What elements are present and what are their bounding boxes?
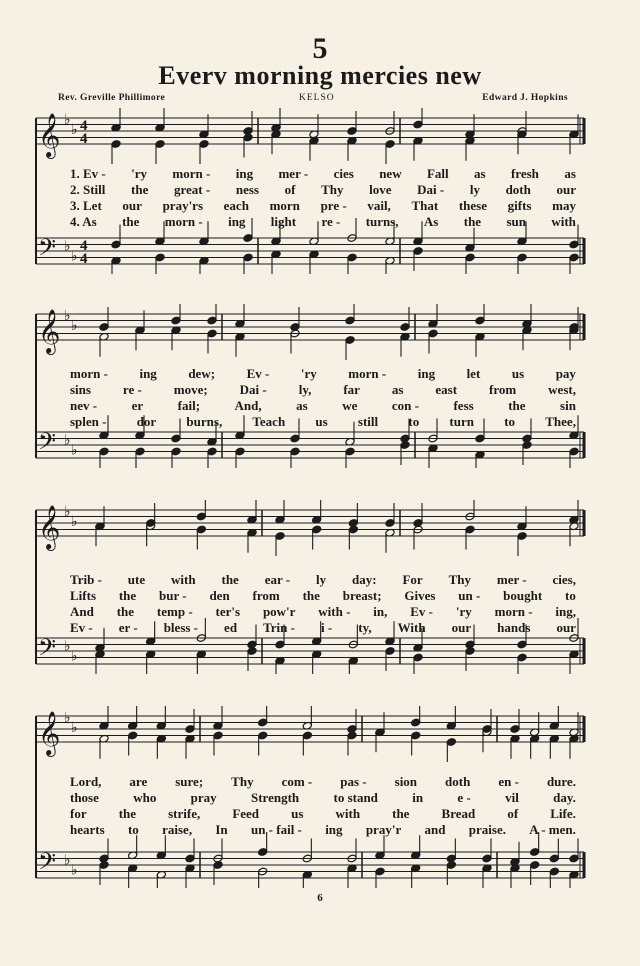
lyric-syllable: ly [469,182,480,197]
lyric-syllable: As [423,214,439,229]
lyric-syllable: Feed [232,806,260,821]
lyric-line [70,166,576,182]
lyric-syllable: er - [118,620,138,635]
lyric-syllable: breast; [342,588,382,603]
lyric-syllable: morn - [164,214,203,229]
lyric-syllable: ly, [298,382,312,397]
lyric-syllable: and [424,822,446,837]
lyric-syllable: Thy [321,182,344,197]
lyric-syllable: mer - [496,572,527,587]
lyric-syllable: morn - [348,366,387,381]
lyric-syllable: Gives [404,588,436,603]
lyric-syllable: pay [555,366,576,381]
lyric-syllable: vil [505,790,519,805]
hymn-number: 5 [312,32,328,65]
lyric-syllable: the [392,806,410,821]
treble-clef-icon: 𝄞 [38,505,61,549]
lyric-syllable: as [564,166,576,181]
lyric-syllable: the [221,572,239,587]
lyric-line [70,790,576,806]
lyric-line [70,366,576,382]
lyric-syllable: from [489,382,517,397]
lyric-syllable: let [466,366,481,381]
lyric-syllable: of [507,806,519,821]
lyric-syllable: hands [497,620,531,635]
lyric-syllable: For [402,572,423,587]
lyric-syllable: with [551,214,576,229]
lyric-syllable: our [122,198,142,213]
lyric-syllable: e - [457,790,471,805]
lyric-syllable: doth [505,182,531,197]
lyric-syllable: raise, [162,822,193,837]
lyric-line [70,806,576,822]
lyric-syllable: ness [235,182,259,197]
lyric-syllable: Lifts [70,588,96,603]
lyric-line [70,572,576,588]
lyric-syllable: in, [373,604,388,619]
lyric-line [70,604,576,620]
lyric-syllable: fess [453,398,474,413]
lyric-syllable: the [118,588,137,603]
lyric-syllable: in [412,790,424,805]
lyric-syllable: cies [333,166,354,181]
lyric-syllable: great - [174,182,211,197]
lyric-syllable: from [252,588,280,603]
flat-icon: ♭ [71,649,78,665]
lyric-syllable: far [343,382,360,397]
lyric-syllable: 'ry [300,366,317,381]
bass-clef-icon: 𝄢 [38,233,57,267]
flat-icon: ♭ [64,113,71,128]
time-signature: 4 [80,118,88,134]
lyric-syllable: fresh [510,166,539,181]
lyric-syllable: with - [318,604,351,619]
lyric-syllable: ing [235,166,254,181]
treble-clef-icon: 𝄞 [38,113,61,157]
lyric-syllable: mer - [278,166,309,181]
lyric-syllable: the [116,604,135,619]
lyric-syllable: bur - [159,588,187,603]
lyric-syllable: den [209,588,230,603]
lyric-line [70,588,576,604]
flat-icon: ♭ [71,514,78,530]
lyric-syllable: morn - [494,604,533,619]
lyric-syllable: vail, [367,198,391,213]
lyric-syllable: bought [503,588,543,603]
lyric-syllable: dor [136,414,157,429]
lyric-syllable: the [302,588,320,603]
flat-icon: ♭ [71,318,78,334]
lyric-syllable: sin [560,398,576,413]
lyric-syllable: the [118,806,137,821]
lyric-syllable: turns, [365,214,399,229]
bass-clef-icon: 𝄢 [38,847,57,881]
lyric-syllable: move; [173,382,208,397]
lyric-syllable: ly [316,572,327,587]
lyric-syllable: Dai - [417,182,445,197]
lyric-syllable: ter's [215,604,241,619]
flat-icon: ♭ [64,433,71,449]
lyric-syllable: bless - [163,620,199,635]
lyric-syllable: doth [445,774,471,789]
lyric-line [70,214,576,230]
lyric-syllable: Thy [231,774,254,789]
lyric-syllable: 1. Ev - [70,166,106,181]
lyric-syllable: to [408,414,420,429]
lyric-syllable: ute [127,572,146,587]
lyric-syllable: Teach [252,414,286,429]
lyric-syllable: light [270,214,297,229]
lyric-syllable: Fall [426,166,449,181]
lyric-syllable: west, [548,382,576,397]
hymn-title: Everv morning mercies new [158,61,482,90]
lyric-syllable: east [435,382,458,397]
lyric-syllable: us [291,806,304,821]
flat-icon: ♭ [71,249,78,265]
lyric-syllable: us [511,366,525,381]
flat-icon: ♭ [64,239,71,255]
lyric-syllable: Ev - [246,366,270,381]
time-signature: 4 [80,251,88,267]
lyric-syllable: ed [224,620,238,635]
lyric-syllable: hearts [70,822,105,837]
lyric-line [70,182,576,198]
lyric-syllable: gifts [507,198,532,213]
lyric-syllable: our [556,182,576,197]
lyric-syllable: praise. [468,822,506,837]
lyric-syllable: re - [321,214,341,229]
lyric-syllable: un - fail - [250,822,302,837]
lyric-syllable: Ev - [410,604,433,619]
page-number: 6 [317,892,323,904]
lyric-syllable: A - men. [529,822,576,837]
lyric-syllable: as [391,382,404,397]
lyric-syllable: And [70,604,94,619]
lyric-syllable: to [565,588,576,603]
lyric-syllable: morn - [172,166,211,181]
flat-icon: ♭ [64,639,71,655]
flat-icon: ♭ [64,711,71,726]
lyric-syllable: Lord, [70,774,102,789]
lyric-syllable: the [131,182,149,197]
lyric-syllable: ing [417,366,436,381]
lyric-line [70,198,576,214]
lyric-syllable: to [504,414,516,429]
lyric-syllable: burns, [186,414,223,429]
lyric-syllable: we [342,398,358,413]
time-signature: 4 [80,238,88,254]
lyric-syllable: as [474,166,486,181]
lyric-syllable: new [379,166,402,181]
flat-icon: ♭ [64,853,71,869]
lyric-syllable: these [458,198,487,213]
lyric-syllable: ing [325,822,343,837]
lyric-syllable: dew; [188,366,216,381]
lyric-syllable: com - [281,774,313,789]
flat-icon: ♭ [71,720,78,736]
lyric-syllable: sure; [175,774,204,789]
lyric-syllable: those [70,790,99,805]
lyric-syllable: of [284,182,296,197]
lyric-syllable: each [223,198,249,213]
lyric-syllable: day: [352,572,377,587]
lyric-syllable: ing, [555,604,576,619]
lyric-syllable: cies, [552,572,576,587]
lyric-syllable: ing [228,214,246,229]
lyric-syllable: pas - [340,774,367,789]
lyric-syllable: to [127,822,139,837]
lyric-syllable: 3. Let [70,198,102,213]
lyric-line [70,414,576,430]
lyric-syllable: us [315,414,328,429]
lyric-syllable: Strength [251,790,300,805]
lyric-syllable: ear - [264,572,291,587]
lyric-syllable: ty, [358,620,372,635]
lyric-syllable: 2. Still [70,182,106,197]
lyric-syllable: con - [391,398,419,413]
lyric-syllable: dure. [546,774,576,789]
lyric-syllable: who [133,790,157,805]
lyric-syllable: as [296,398,308,413]
lyric-syllable: strife, [168,806,201,821]
lyric-syllable: Trin - [263,620,295,635]
lyric-syllable: temp - [156,604,193,619]
tune-name: KELSO [299,93,335,103]
flat-icon: ♭ [71,122,78,138]
lyric-syllable: Dai - [239,382,267,397]
lyric-syllable: Trib - [70,572,102,587]
lyric-syllable: our [556,620,576,635]
lyric-syllable: With [397,620,426,635]
lyric-syllable: en - [498,774,519,789]
lyric-syllable: nev - [70,398,98,413]
lyric-syllable: morn [269,198,300,213]
author-credit: Rev. Greville Phillimore [58,93,166,103]
lyric-line [70,398,576,414]
lyric-syllable: pray'rs [162,198,204,213]
lyric-syllable: still [357,414,379,429]
lyric-line [70,620,576,636]
flat-icon: ♭ [64,505,71,520]
lyric-syllable: may [552,198,576,213]
lyric-line [70,382,576,398]
lyric-syllable: the [463,214,482,229]
lyric-syllable: pow'r [262,604,296,619]
lyric-syllable: Thy [448,572,471,587]
lyric-syllable: In [215,822,228,837]
lyric-syllable: the [508,398,526,413]
lyric-syllable: sun [506,214,526,229]
lyric-syllable: love [369,182,392,197]
lyric-syllable: Thee, [545,414,576,429]
lyric-line [70,822,576,838]
lyric-syllable: our [451,620,472,635]
lyric-syllable: day. [553,790,576,805]
lyric-syllable: i - [321,620,333,635]
lyric-syllable: sion [394,774,418,789]
lyric-syllable: splen - [70,414,107,429]
lyric-syllable: morn - [70,366,108,381]
lyric-syllable: pre - [320,198,347,213]
lyric-syllable: And, [234,398,262,413]
flat-icon: ♭ [64,309,71,324]
lyric-syllable: the [122,214,140,229]
lyric-syllable: fail; [177,398,201,413]
lyric-syllable: re - [122,382,142,397]
lyric-syllable: for [70,806,87,821]
lyric-syllable: 4. As [70,214,97,229]
lyric-syllable: pray [190,790,217,805]
lyric-syllable: un - [458,588,481,603]
lyric-syllable: to stand [333,790,378,805]
lyric-syllable: with [171,572,196,587]
treble-clef-icon: 𝄞 [38,309,61,353]
flat-icon: ♭ [71,863,78,879]
flat-icon: ♭ [71,443,78,459]
lyric-syllable: sins [70,382,91,397]
lyric-syllable: with [335,806,361,821]
lyric-syllable: Life. [550,806,576,821]
bass-clef-icon: 𝄢 [38,633,57,667]
bass-clef-icon: 𝄢 [38,427,57,461]
lyric-syllable: are [129,774,148,789]
treble-clef-icon: 𝄞 [38,711,61,755]
lyric-syllable: That [411,198,439,213]
lyric-syllable: ing [139,366,157,381]
lyric-syllable: turn [449,414,474,429]
lyric-syllable: er [131,398,144,413]
lyric-syllable: pray'r [365,822,402,837]
time-signature: 4 [80,131,88,147]
lyric-syllable: Ev - [70,620,93,635]
lyric-syllable: 'ry [131,166,148,181]
lyric-syllable: 'ry [455,604,472,619]
lyric-syllable: Bread [441,806,476,821]
composer-credit: Edward J. Hopkins [482,93,568,103]
lyric-line [70,774,576,790]
